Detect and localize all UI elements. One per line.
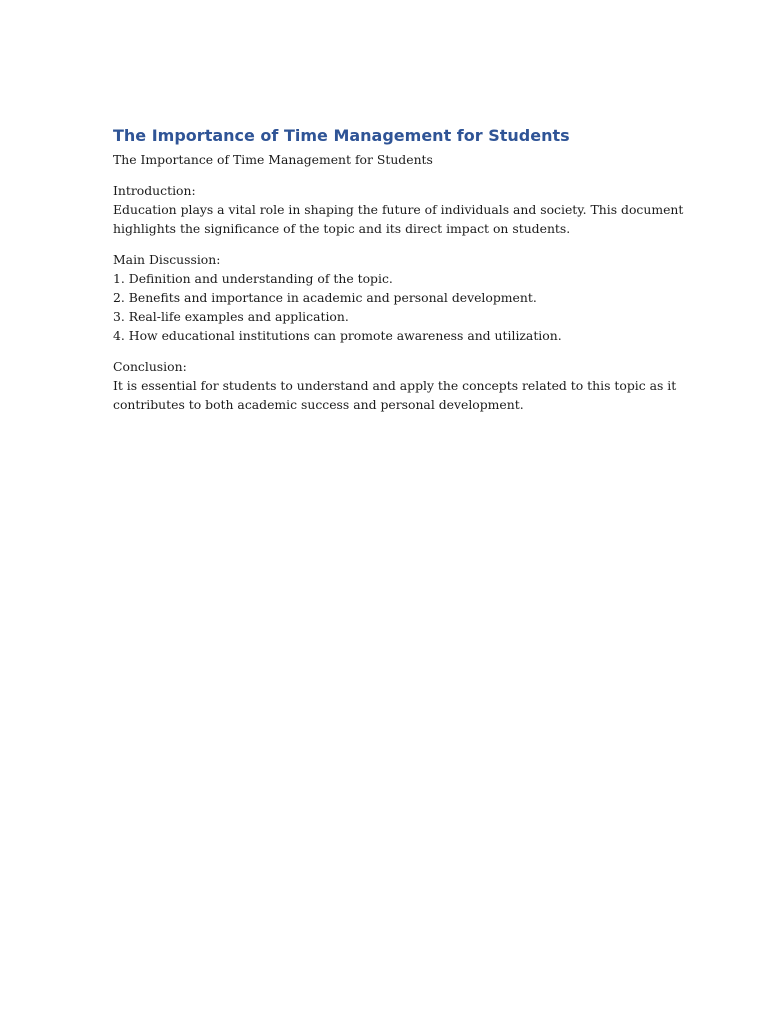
discussion-list-item: 1. Definition and understanding of the topic. [113,271,393,286]
document-subtitle [113,150,668,169]
main-discussion-label: Main Discussion: [113,252,221,267]
discussion-list-item: 2. Benefits and importance in academic and personal development. [113,290,537,305]
main-discussion-section [113,250,668,345]
introduction-line: highlights the significance of the topic and its direct impact on students. [113,221,571,236]
introduction-label: Introduction: [113,183,196,198]
discussion-list-item: 3. Real-life examples and application. [113,309,349,324]
conclusion-label: Conclusion: [113,359,187,374]
subtitle-text: The Importance of Time Management for Students [113,152,433,167]
introduction-section [113,181,684,238]
conclusion-line: It is essential for students to understand and apply the concepts related to this topic as it [113,378,677,393]
conclusion-line: contributes to both academic success and personal development. [113,397,524,412]
document-heading: The Importance of Time Management for Students [113,126,570,145]
discussion-list-item: 4. How educational institutions can promote awareness and utilization. [113,328,562,343]
introduction-line: Education plays a vital role in shaping the future of individuals and society. This document [113,202,684,217]
conclusion-section [113,357,677,414]
